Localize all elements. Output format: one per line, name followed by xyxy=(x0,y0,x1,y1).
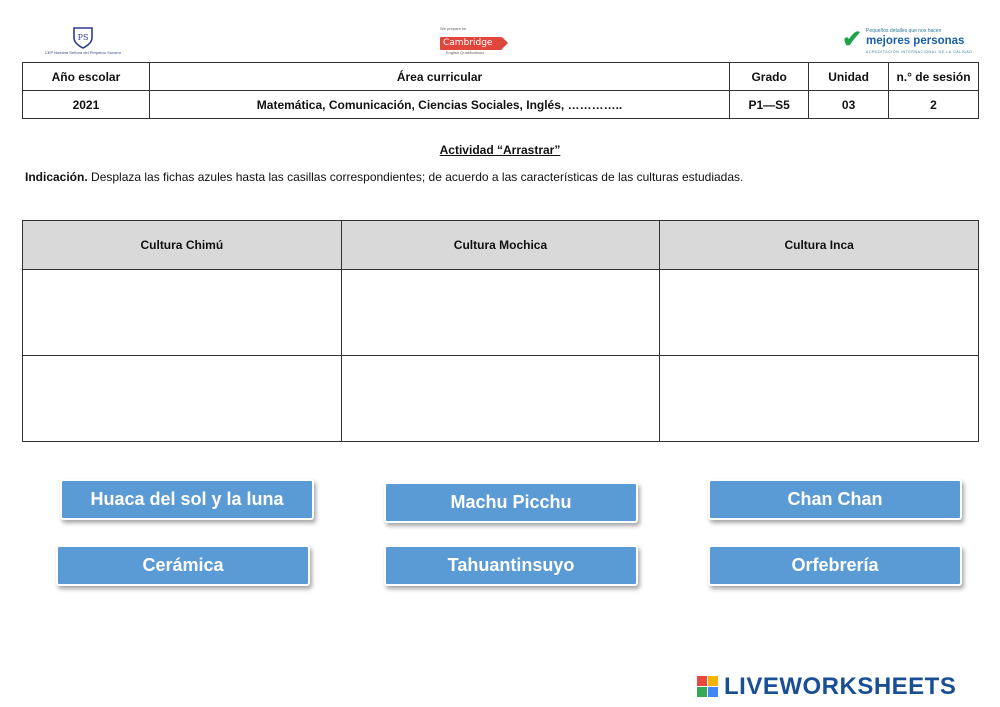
drop-cell-inca-1[interactable] xyxy=(660,270,979,356)
header-chimu: Cultura Chimú xyxy=(23,221,342,270)
school-name: CEP Nuestra Señora del Perpetuo Socorro xyxy=(44,50,122,55)
info-header-row xyxy=(23,63,979,91)
tile-machu-picchu[interactable]: Machu Picchu xyxy=(384,482,638,523)
header-unit: Unidad xyxy=(809,63,889,91)
cambridge-brand: Cambridge xyxy=(440,37,502,50)
accreditation-subtitle: ACREDITACIÓN INTERNACIONAL DE LA CALIDAD xyxy=(866,50,973,54)
cambridge-top-text: We prepare for xyxy=(440,26,467,31)
drop-cell-mochica-1[interactable] xyxy=(341,270,660,356)
accreditation-slogan: Pequeños detalles que nos hacen xyxy=(866,28,942,34)
header-grade: Grado xyxy=(730,63,809,91)
value-area: Matemática, Comunicación, Ciencias Sociales, Inglés, ………….. xyxy=(149,91,729,119)
cambridge-bottom-text: English Qualifications xyxy=(446,50,485,55)
grid-header-row xyxy=(23,221,979,270)
tile-orfebreria[interactable]: Orfebrería xyxy=(708,545,962,586)
accreditation-title: mejores personas xyxy=(866,35,965,47)
header-year: Año escolar xyxy=(23,63,150,91)
value-session: 2 xyxy=(889,91,979,119)
grid-row-2 xyxy=(23,356,979,442)
activity-title: Actividad “Arrastrar” xyxy=(439,143,561,157)
instruction-label: Indicación. xyxy=(25,170,88,184)
drop-cell-inca-2[interactable] xyxy=(660,356,979,442)
header-session: n.° de sesión xyxy=(889,63,979,91)
drop-cell-chimu-2[interactable] xyxy=(23,356,342,442)
grid-row-1 xyxy=(23,270,979,356)
header-inca: Cultura Inca xyxy=(660,221,979,270)
tile-tahuantinsuyo[interactable]: Tahuantinsuyo xyxy=(384,545,638,586)
school-logo xyxy=(28,26,138,60)
header-mochica: Cultura Mochica xyxy=(341,221,660,270)
tile-chan-chan[interactable]: Chan Chan xyxy=(708,479,962,520)
info-value-row xyxy=(23,91,979,119)
tile-ceramica[interactable]: Cerámica xyxy=(56,545,310,586)
header-area: Área curricular xyxy=(149,63,729,91)
culture-grid xyxy=(22,220,979,442)
value-unit: 03 xyxy=(809,91,889,119)
info-table xyxy=(22,62,979,119)
accreditation-logo xyxy=(842,27,972,57)
instruction-text: Desplaza las fichas azules hasta las casillas correspondientes; de acuerdo a las características de las culturas estudiadas. xyxy=(87,170,744,184)
school-shield-icon xyxy=(72,26,94,50)
tile-huaca-del-sol[interactable]: Huaca del sol y la luna xyxy=(60,479,314,520)
value-year: 2021 xyxy=(23,91,150,119)
svg-text:PS: PS xyxy=(77,33,89,42)
liveworksheets-brand: LIVEWORKSHEETS xyxy=(724,673,957,700)
drop-cell-mochica-2[interactable] xyxy=(341,356,660,442)
cambridge-logo xyxy=(440,26,520,60)
instruction xyxy=(25,170,743,184)
liveworksheets-icon xyxy=(697,676,719,698)
value-grade: P1—S5 xyxy=(730,91,809,119)
checkmark-icon: ✔ xyxy=(842,26,863,53)
drop-cell-chimu-1[interactable] xyxy=(23,270,342,356)
